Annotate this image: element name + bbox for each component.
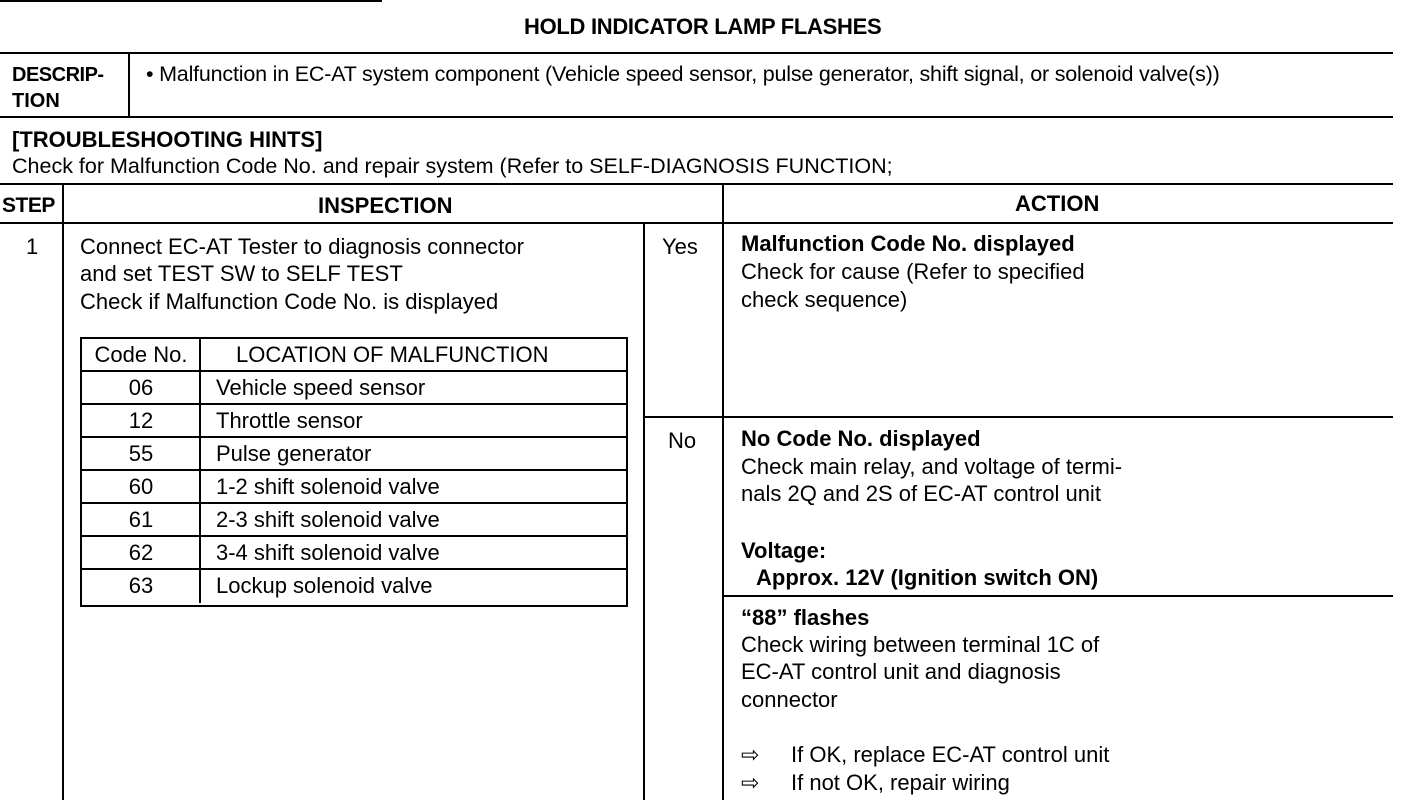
- arrow-right-icon: ⇨: [741, 770, 760, 795]
- step-number: 1: [26, 234, 39, 259]
- arrow-right-icon: ⇨: [741, 742, 760, 767]
- table-yesno-divider: [643, 223, 645, 800]
- header-action: ACTION: [1015, 191, 1100, 216]
- table-row: [82, 471, 626, 504]
- table-row: [82, 405, 626, 438]
- action-88-heading: “88” flashes: [741, 605, 870, 630]
- code-cell: 60: [128, 474, 154, 499]
- table-step-divider: [62, 184, 64, 800]
- inspection-line-2: and set TEST SW to SELF TEST: [80, 261, 403, 286]
- code-cell: 06: [128, 375, 154, 400]
- action-yes-heading: Malfunction Code No. displayed: [741, 231, 1075, 256]
- code-cell: 63: [128, 573, 154, 598]
- location-cell: 1-2 shift solenoid valve: [216, 474, 440, 499]
- code-table-header: [82, 339, 626, 372]
- page-title: HOLD INDICATOR LAMP FLASHES: [524, 14, 882, 39]
- code-cell: 61: [128, 507, 154, 532]
- top-rule: [0, 0, 382, 2]
- no-88-separator: [723, 595, 1393, 597]
- malfunction-code-table: [80, 337, 628, 607]
- action-88-line-1: Check wiring between terminal 1C of: [741, 632, 1100, 657]
- hints-text: Check for Malfunction Code No. and repair system (Refer to SELF-DIAGNOSIS FUNCTION;: [12, 154, 893, 178]
- location-cell: Throttle sensor: [216, 408, 363, 433]
- voltage-value: Approx. 12V (Ignition switch ON): [756, 565, 1099, 590]
- table-row: [82, 438, 626, 471]
- voltage-label: Voltage:: [741, 538, 827, 563]
- code-header: Code No.: [94, 342, 188, 367]
- location-cell: Pulse generator: [216, 441, 372, 466]
- action-88-ok: If OK, replace EC-AT control unit: [791, 742, 1110, 767]
- inspection-line-3: Check if Malfunction Code No. is displayed: [80, 289, 499, 314]
- action-no-line-1: Check main relay, and voltage of termi-: [741, 454, 1123, 479]
- no-label: No: [668, 428, 697, 453]
- description-label-2: TION: [12, 90, 60, 112]
- location-header: LOCATION OF MALFUNCTION: [236, 342, 549, 367]
- action-no-line-2: nals 2Q and 2S of EC-AT control unit: [741, 481, 1101, 506]
- table-header-rule: [0, 222, 1393, 224]
- action-88-not-ok: If not OK, repair wiring: [791, 770, 1010, 795]
- location-cell: 2-3 shift solenoid valve: [216, 507, 440, 532]
- location-cell: Vehicle speed sensor: [216, 375, 426, 400]
- table-top-rule: [0, 183, 1393, 185]
- action-yes-line-1: Check for cause (Refer to specified: [741, 259, 1085, 284]
- description-top-rule: [0, 52, 1393, 54]
- code-cell: 55: [128, 441, 154, 466]
- table-row: [82, 372, 626, 405]
- action-88-line-2: EC-AT control unit and diagnosis: [741, 659, 1061, 684]
- code-cell: 62: [128, 540, 154, 565]
- action-no-heading: No Code No. displayed: [741, 426, 981, 451]
- table-row: [82, 537, 626, 570]
- header-step: STEP: [2, 194, 55, 217]
- yes-no-separator: [644, 416, 1393, 418]
- description-divider: [128, 53, 130, 117]
- location-cell: Lockup solenoid valve: [216, 573, 433, 598]
- action-yes-line-2: check sequence): [741, 287, 908, 312]
- table-row: [82, 570, 626, 603]
- action-88-line-3: connector: [741, 687, 838, 712]
- description-bottom-rule: [0, 116, 1393, 118]
- code-cell: 12: [128, 408, 154, 433]
- inspection-line-1: Connect EC-AT Tester to diagnosis connector: [80, 234, 524, 259]
- yes-label: Yes: [662, 234, 698, 259]
- description-text: • Malfunction in EC-AT system component (Vehicle speed sensor, pulse generator, shift signal, or solenoid valve(s)): [146, 62, 1220, 86]
- location-cell: 3-4 shift solenoid valve: [216, 540, 440, 565]
- table-row: [82, 504, 626, 537]
- description-label-1: DESCRIP-: [12, 64, 104, 86]
- table-action-divider: [722, 184, 724, 800]
- hints-heading: [TROUBLESHOOTING HINTS]: [12, 127, 323, 152]
- header-inspection: INSPECTION: [318, 193, 453, 218]
